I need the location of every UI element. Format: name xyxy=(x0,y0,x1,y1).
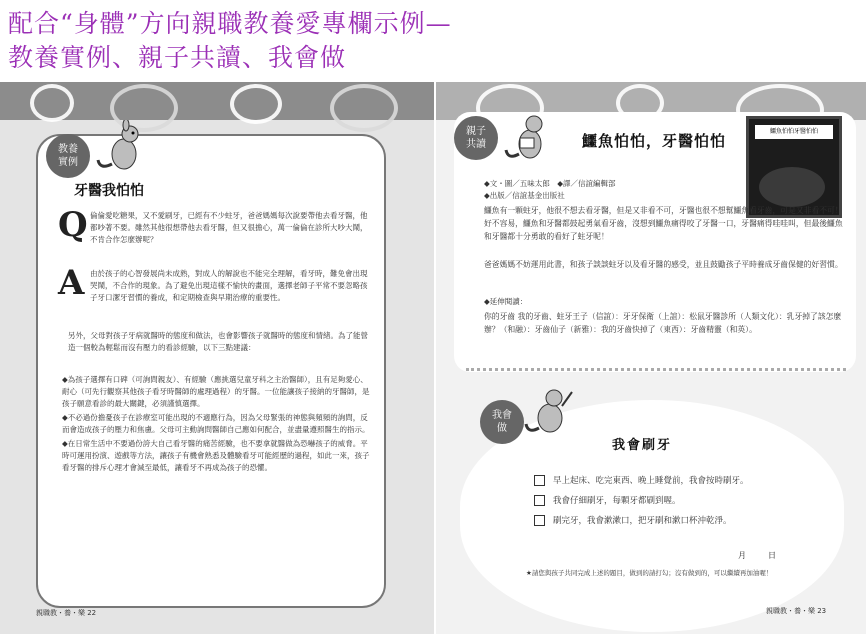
swirl-decoration xyxy=(230,84,282,124)
checkbox[interactable] xyxy=(534,495,545,506)
page-number-right: 親職教・養・樂 23 xyxy=(766,607,827,615)
extended-reading-list: 你的牙齒 我的牙齒、蛀牙王子（信誼）：牙牙保衛（上誼）：松鼠牙醫診所（人類文化）：乳牙掉了該怎麼辦？（和融）：牙齒仙子（新雅）：我的牙齒快掉了（東西）：牙齒精靈（和英）。 xyxy=(484,312,842,334)
i-can-do-badge: 我會 做 xyxy=(480,400,524,444)
checklist-item[interactable] xyxy=(534,514,732,526)
checkbox[interactable] xyxy=(534,515,545,526)
left-page-band xyxy=(0,82,434,120)
book-cover-image xyxy=(746,116,842,218)
parenting-example-badge: 教養 實例 xyxy=(46,134,90,178)
question-letter: Q xyxy=(58,205,88,245)
completion-note: ★請您與孩子共同完成上述的題目，做到的請打勾；沒有做到的，可以繼續再加油喔！ xyxy=(526,569,773,577)
book-cover-illustration xyxy=(759,167,825,207)
checklist-item-label: 我會仔細刷牙，每顆牙都刷到喔。 xyxy=(553,496,681,506)
checklist-item-label: 刷完牙，我會漱漱口，把牙刷和漱口杯沖乾淨。 xyxy=(553,516,732,526)
date-day-label: 日 xyxy=(768,551,776,560)
checklist-item[interactable] xyxy=(534,494,681,506)
extended-reading-label: ◆延伸閱讀： xyxy=(484,297,528,306)
page-heading-line1: 配合“身體”方向親職教養愛專欄示例— xyxy=(8,9,452,38)
swirl-decoration xyxy=(30,84,74,122)
book-meta xyxy=(484,178,744,202)
shared-reading-card xyxy=(454,112,856,372)
checklist-item[interactable] xyxy=(534,474,749,486)
advice-list xyxy=(62,374,370,476)
kangaroo-mascot-icon xyxy=(96,120,150,174)
article-title: 牙醫我怕怕 xyxy=(74,183,144,199)
question-text: 倫倫愛吃糖果，又不愛刷牙，已經有不少蛀牙，爸爸媽媽每次說要帶他去看牙醫，他都吵著不要。雖然其他很想帶他去看牙醫，但又很擔心，萬一倫倫在診所大吵大鬧，不肯合作怎麼辦呢？ xyxy=(90,211,368,244)
book-title: 鱷魚怕怕，牙醫怕怕 xyxy=(582,132,727,150)
checklist-item-label: 早上起床、吃完東西、晚上睡覺前，我會按時刷牙。 xyxy=(553,476,749,486)
parenting-example-card xyxy=(36,134,386,608)
book-author: ◆文・圖／五味太郎 ◆譯／信誼編輯部 xyxy=(484,179,616,188)
advice-item: ◆為孩子選擇有口碑（可詢問親友）、有經驗（應挑選兒童牙科之主治醫師），且有足夠愛心、耐心（可先行觀察其他孩子看牙時醫師的處理過程）的牙醫。一位能讓孩子接納的牙醫師，是孩子願意看診的最大關鍵，必須謹慎選擇。 xyxy=(62,375,370,408)
kangaroo-reading-icon xyxy=(504,112,554,162)
kangaroo-brushing-icon xyxy=(522,382,578,438)
answer-letter: A xyxy=(58,263,85,303)
left-page xyxy=(0,82,434,634)
dotted-divider xyxy=(466,368,846,371)
book-cover-title: 鱷魚怕怕牙醫怕怕 xyxy=(755,125,833,139)
advice-text: 不必過份擔憂孩子在診療室可能出現的不適應行為，因為父母緊張的神態與頻頻的詢問，反而會造成孩子的壓力和焦慮。父母可主動詢問醫師自己應如何配合，並盡量遵照醫生的指示。 xyxy=(62,413,370,434)
swirl-decoration xyxy=(330,84,398,132)
checkbox[interactable] xyxy=(534,475,545,486)
story-summary: 鱷魚有一顆蛀牙，他很不想去看牙醫，但是又非看不可，牙醫也很不想幫鱷魚看牙齒，可是又非看不可！好不容易，鱷魚和牙醫都鼓起勇氣看牙齒，沒想到鱷魚痛得咬了牙醫一口，牙醫痛得哇哇叫，但最後鱷魚和牙醫都十分勇敢的看好了蛀牙呢！ xyxy=(484,206,843,241)
answer-paragraph-2: 另外，父母對孩子牙病就醫時的態度和做法，也會影響孩子就醫時的態度和情緒。為了能營造一個較為輕鬆而沒有壓力的看診經驗，以下三點建議： xyxy=(68,331,368,352)
book-publisher: ◆出版／信誼基金出版社 xyxy=(484,191,565,200)
page-number-left: 親職教・養・樂 22 xyxy=(36,609,97,617)
advice-text: 為孩子選擇有口碑（可詢問親友）、有經驗（應挑選兒童牙科之主治醫師），且有足夠愛心、耐心（可先行觀察其他孩子看牙時醫師的處理過程）的牙醫。一位能讓孩子接納的牙醫師，是孩子願意看診的最大關鍵，必須謹慎選擇。 xyxy=(62,375,370,408)
parent-suggestion: 爸爸媽媽不妨運用此書，和孩子談談蛀牙以及看牙醫的感受，並且鼓勵孩子平時養成牙齒保健的好習慣。 xyxy=(484,260,843,269)
advice-item: ◆在日常生活中不要過份誇大自己看牙醫的痛苦經驗，也不要拿就醫做為恐嚇孩子的威脅。平時可運用扮演、遊戲等方法，讓孩子有機會熟悉及體驗看牙可能經歷的過程，如此一來，孩子看牙醫的排斥心理才會減至最低，讓看牙不再成為孩子的恐懼。 xyxy=(62,439,370,472)
right-page xyxy=(436,82,866,634)
i-can-do-title: 我會刷牙 xyxy=(612,438,673,453)
shared-reading-badge: 親子 共讀 xyxy=(454,116,498,160)
page-heading-line2: 教養實例、親子共讀、我會做 xyxy=(8,43,347,72)
answer-paragraph-1: 由於孩子的心智發展尚未成熟，對成人的解說也不能完全理解，看牙時，難免會出現哭鬧，不合作的現象。為了避免出現這樣不愉快的畫面，選擇老師子平常不要忽略孩子牙口潔牙習慣的養成，和定期檢查與早期治療的重要性。 xyxy=(90,269,368,302)
advice-text: 在日常生活中不要過份誇大自己看牙醫的痛苦經驗，也不要拿就醫做為恐嚇孩子的威脅。平時可運用扮演、遊戲等方法，讓孩子有機會熟悉及體驗看牙可能經歷的過程，如此一來，孩子看牙醫的排斥心理才會減至最低，讓看牙不再成為孩子的恐懼。 xyxy=(62,439,370,472)
date-month-label: 月 xyxy=(738,551,746,560)
advice-item: ◆不必過份擔憂孩子在診療室可能出現的不適應行為，因為父母緊張的神態與頻頻的詢問，反而會造成孩子的壓力和焦慮。父母可主動詢問醫師自己應如何配合，並盡量遵照醫生的指示。 xyxy=(62,413,370,434)
